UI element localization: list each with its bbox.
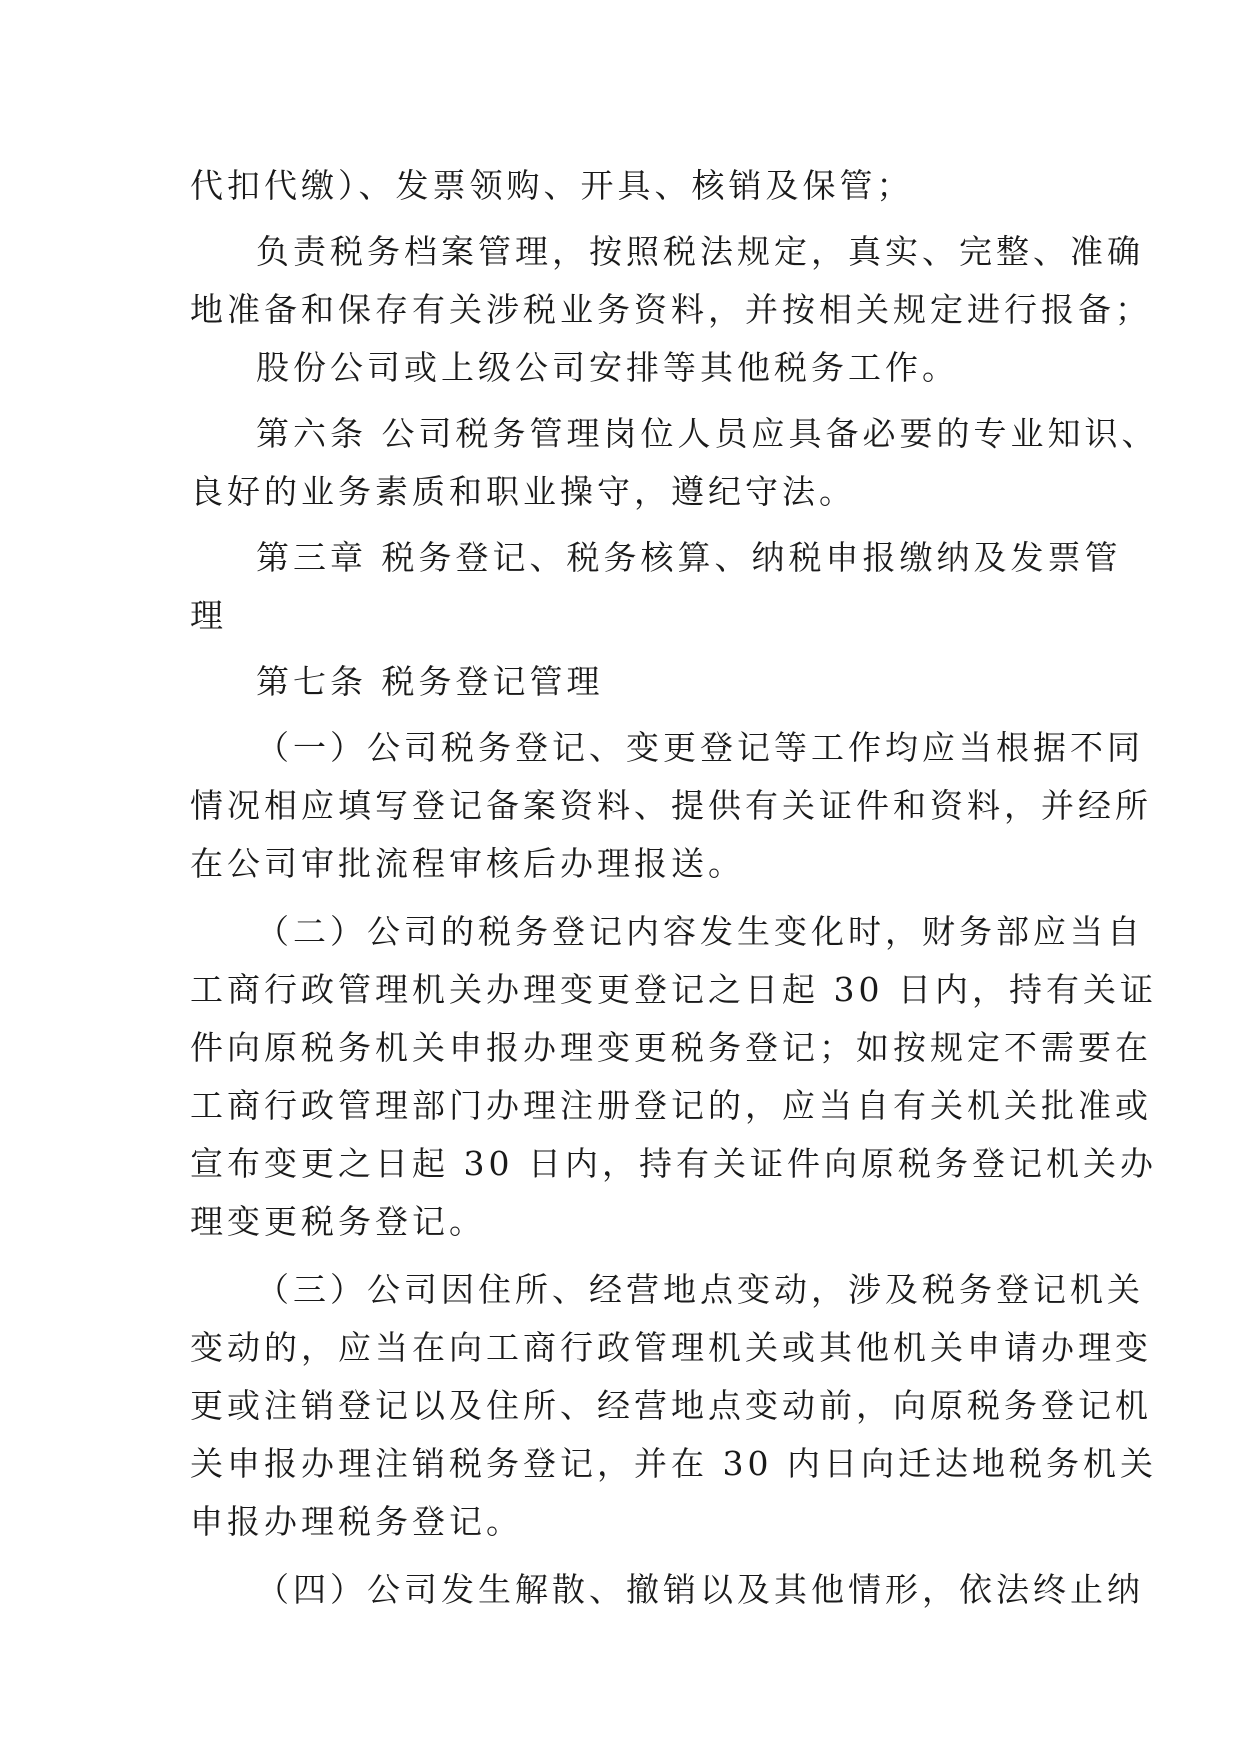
- article-heading: 第七条 税务登记管理: [256, 662, 604, 701]
- text-line: 地准备和保存有关涉税业务资料，并按相关规定进行报备；: [190, 290, 1152, 329]
- text-line: 代扣代缴）、发票领购、开具、核销及保管；: [190, 166, 914, 205]
- chapter-heading-continued: 理: [190, 596, 227, 635]
- text-line: 在公司审批流程审核后办理报送。: [190, 844, 745, 883]
- article-heading: 第六条 公司税务管理岗位人员应具备必要的专业知识、: [256, 414, 1159, 453]
- text-line: （三）公司因住所、经营地点变动，涉及税务登记机关: [256, 1270, 1144, 1309]
- text-line: 申报办理税务登记。: [190, 1502, 523, 1541]
- text-line: 变动的，应当在向工商行政管理机关或其他机关申请办理变: [190, 1328, 1152, 1367]
- text-line: 关申报办理注销税务登记，并在 30 内日向迁达地税务机关: [190, 1444, 1157, 1483]
- text-line: 股份公司或上级公司安排等其他税务工作。: [256, 348, 959, 387]
- text-line: 良好的业务素质和职业操守，遵纪守法。: [190, 472, 856, 511]
- text-line: 件向原税务机关申报办理变更税务登记；如按规定不需要在: [190, 1028, 1152, 1067]
- text-line: （二）公司的税务登记内容发生变化时，财务部应当自: [256, 912, 1144, 951]
- text-line: （四）公司发生解散、撤销以及其他情形，依法终止纳: [256, 1570, 1144, 1609]
- chapter-heading: 第三章 税务登记、税务核算、纳税申报缴纳及发票管: [256, 538, 1122, 577]
- text-line: 宣布变更之日起 30 日内，持有关证件向原税务登记机关办: [190, 1144, 1157, 1183]
- text-line: 负责税务档案管理，按照税法规定，真实、完整、准确: [256, 232, 1144, 271]
- text-line: （一）公司税务登记、变更登记等工作均应当根据不同: [256, 728, 1144, 767]
- text-line: 工商行政管理部门办理注册登记的，应当自有关机关批准或: [190, 1086, 1152, 1125]
- document-body: [190, 157, 1159, 1619]
- text-line: 更或注销登记以及住所、经营地点变动前，向原税务登记机: [190, 1386, 1152, 1425]
- text-line: 情况相应填写登记备案资料、提供有关证件和资料，并经所: [190, 786, 1152, 825]
- text-line: 理变更税务登记。: [190, 1202, 486, 1241]
- text-line: 工商行政管理机关办理变更登记之日起 30 日内，持有关证: [190, 970, 1157, 1009]
